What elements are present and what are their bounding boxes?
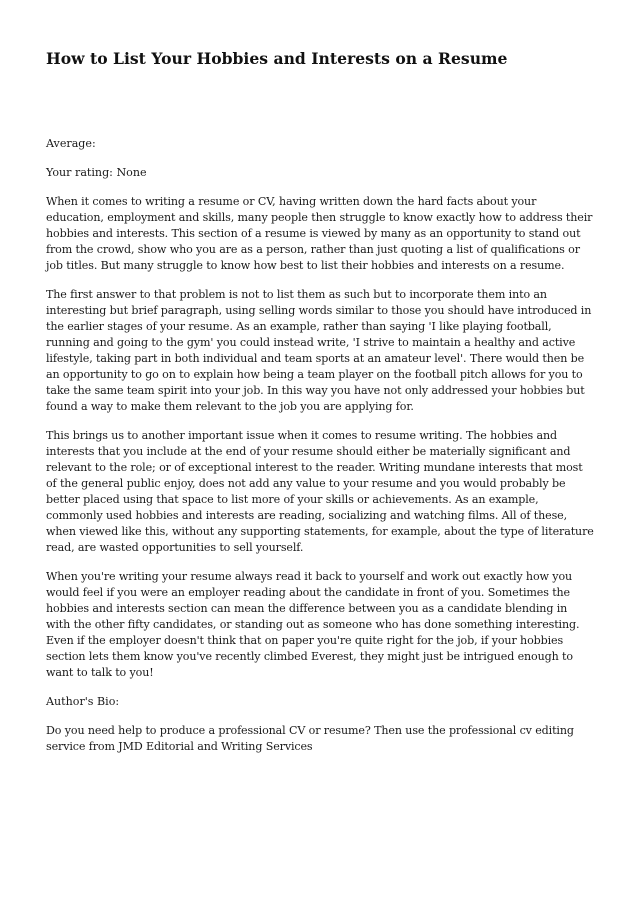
author-bio-label: Author's Bio: [46, 695, 120, 708]
body-paragraph-1: When it comes to writing a resume or CV, having written down the hard facts about your education, employment and skills, many people then struggle to know exactly how to address their hobbies and interests. This section of a resume is viewed by many as an opportunity to stand out from the crowd, show who you are as a person, rather than just quoting a list of qualifications or job titles. But many struggle to know how best to list their hobbies and interests on a resume. [46, 195, 593, 272]
body-paragraph-3: This brings us to another important issue when it comes to resume writing. The hobbies and interests that you include at the end of your resume should either be materially significant and relevant to the role; or of exceptional interest to the reader. Writing mundane interests that most of the general public enjoy, does not add any value to your resume and you would probably be better placed using that space to list more of your skills or achievements. As an example, commonly used hobbies and interests are reading, socializing and watching films. All of these, when viewed like this, without any supporting statements, for example, about the type of literature read, are wasted opportunities to sell yourself. [46, 429, 594, 554]
average-rating-label: Average: [46, 137, 96, 150]
article-title: How to List Your Hobbies and Interests on a Resume [46, 49, 508, 68]
body-paragraph-2: The first answer to that problem is not to list them as such but to incorporate them into an interesting but brief paragraph, using selling words similar to those you should have introduced in the earlier stages of your resume. As an example, rather than saying 'I like playing football, running and going to the gym' you could instead write, 'I strive to maintain a healthy and active lifestyle, taking part in both individual and team sports at an amateur level'. There would then be an opportunity to go on to explain how being a team player on the football pitch allows for you to take the same team spirit into your job. In this way you have not only addressed your hobbies but found a way to make them relevant to the job you are applying for. [46, 288, 592, 413]
author-bio-text: Do you need help to produce a professional CV or resume? Then use the professional cv editing service from JMD Editorial and Writing Services [46, 724, 574, 753]
body-paragraph-4: When you're writing your resume always read it back to yourself and work out exactly how you would feel if you were an employer reading about the candidate in front of you. Sometimes the hobbies and interests section can mean the difference between you as a candidate blending in with the other fifty candidates, or standing out as someone who has done something interesting. Even if the employer doesn't think that on paper you're quite right for the job, if your hobbies section lets them know you've recently climbed Everest, they might just be intrigued enough to want to talk to you! [46, 570, 580, 679]
document-page [46, 48, 594, 768]
your-rating-label: Your rating: None [46, 166, 147, 179]
